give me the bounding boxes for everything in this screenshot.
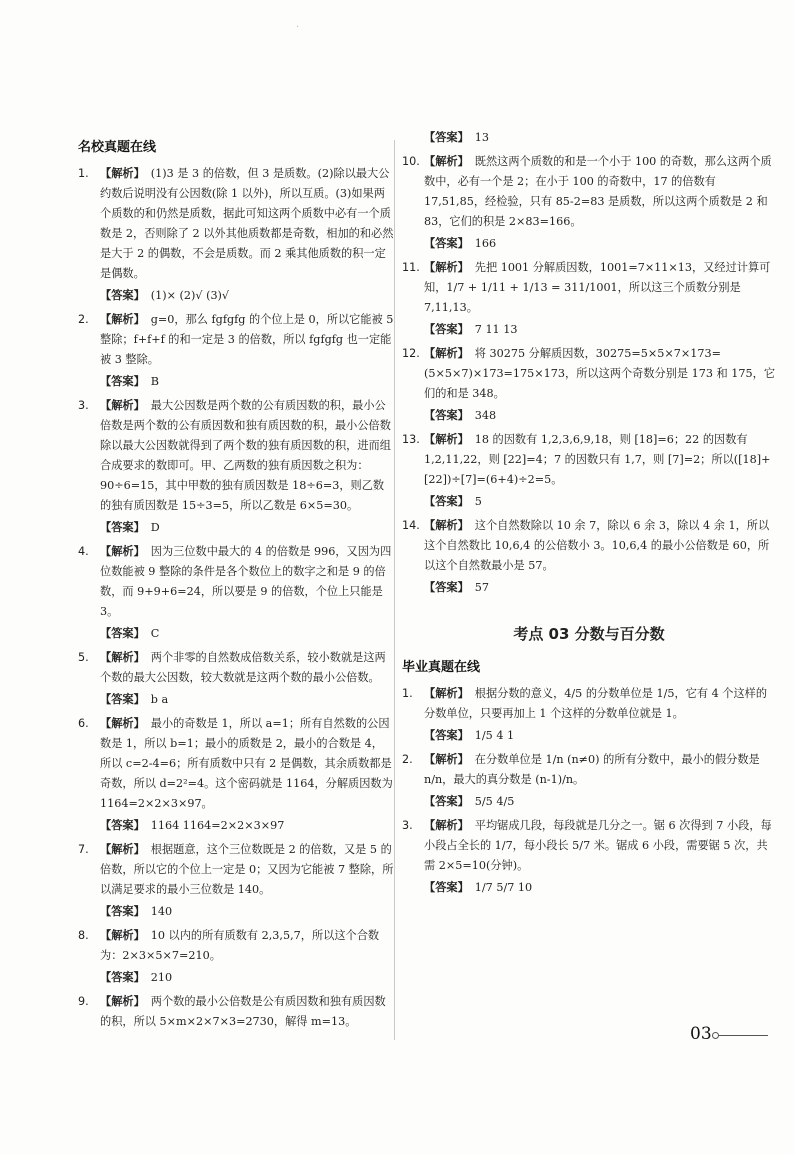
answer-line bbox=[78, 968, 394, 988]
analysis-text: 先把 1001 分解质因数，1001=7×11×13，又经过计算可知，1/7 + 1/11 + 1/13 = 311/1001，所以这三个质数分别是 7,11,13。 bbox=[424, 261, 771, 314]
analysis-tag: 【解析】 bbox=[424, 687, 469, 700]
answer-text: 210 bbox=[150, 971, 173, 984]
answer-line bbox=[78, 816, 394, 836]
answer-text: 348 bbox=[474, 409, 497, 422]
question-item bbox=[78, 310, 394, 370]
question-number: 8. bbox=[78, 929, 89, 942]
question-number: 12. bbox=[402, 347, 420, 360]
question-number: 9. bbox=[78, 995, 89, 1008]
analysis-text: 既然这两个质数的和是一个小于 100 的奇数，那么这两个质数中，必有一个是 2；在小于 100 的奇数中，17 的倍数有 17,51,85，经检验，只有 85-2=83 是质数，所以这两个质数是 2 和 83，它们的积是 2×83=166。 bbox=[424, 155, 772, 228]
answer-tag: 【答案】 bbox=[424, 131, 469, 144]
question-number: 1. bbox=[78, 167, 89, 180]
analysis-tag: 【解析】 bbox=[100, 843, 145, 856]
answer-text: 7 11 13 bbox=[474, 323, 518, 336]
analysis-text: 最大公因数是两个数的公有质因数的积，最小公倍数是两个数的公有质因数和独有质因数的积，最小公倍数除以最大公因数就得到了两个数的独有质因数的积，进而组合成要求的数即可。甲、乙两数的独有质因数之积为：90÷6=15，其中甲数的独有质因数是 18÷6=3，则乙数的独有质因数是 15÷3=5，所以乙数是 6×5=30。 bbox=[100, 399, 391, 512]
answer-text: 140 bbox=[150, 905, 173, 918]
section-title-right: 毕业真题在线 bbox=[402, 660, 481, 675]
analysis-text: 根据分数的意义，4/5 的分数单位是 1/5，它有 4 个这样的分数单位，只要再加上 1 个这样的分数单位就是 1。 bbox=[424, 687, 768, 720]
analysis-text: 两个数的最小公倍数是公有质因数和独有质因数的积，所以 5×m×2×7×3=2730，解得 m=13。 bbox=[100, 995, 386, 1028]
analysis-text: 两个非零的自然数成倍数关系，较小数就是这两个数的最大公因数，较大数就是这两个数的最小公倍数。 bbox=[100, 651, 386, 684]
analysis-tag: 【解析】 bbox=[100, 717, 145, 730]
answer-line bbox=[78, 624, 394, 644]
answer-text: 1164 1164=2×2×3×97 bbox=[150, 819, 285, 832]
answer-tag: 【答案】 bbox=[100, 521, 145, 534]
answer-tag: 【答案】 bbox=[424, 237, 469, 250]
question-item bbox=[78, 648, 394, 688]
answer-line bbox=[78, 902, 394, 922]
question-item bbox=[78, 926, 394, 966]
question-item bbox=[402, 516, 776, 576]
question-item bbox=[402, 684, 776, 724]
analysis-text: (1)3 是 3 的倍数，但 3 是质数。(2)除以最大公约数后说明没有公因数(除 1 以外)，所以互质。(3)如果两个质数的和仍然是质数，据此可知这两个质数中必有一个质数是 2，否则除了 2 以外其他质数都是奇数，相加的和必然是大于 2 的偶数，不会是质数。而 2 乘其他质数的积一定是偶数。 bbox=[100, 167, 394, 280]
analysis-tag: 【解析】 bbox=[424, 261, 469, 274]
section-title-left: 名校真题在线 bbox=[78, 140, 157, 155]
answer-text: B bbox=[150, 375, 159, 388]
analysis-text: 平均锯成几段，每段就是几分之一。锯 6 次得到 7 小段，每小段占全长的 1/7，每小段长 5/7 米。锯成 6 小段，需要锯 5 次，共需 2×5=10(分钟)。 bbox=[424, 819, 772, 872]
analysis-tag: 【解析】 bbox=[100, 929, 145, 942]
analysis-tag: 【解析】 bbox=[424, 819, 469, 832]
answer-tag: 【答案】 bbox=[424, 323, 469, 336]
answer-tag: 【答案】 bbox=[100, 819, 145, 832]
analysis-text: 因为三位数中最大的 4 的倍数是 996，又因为四位数能被 9 整除的条件是各个数位上的数字之和是 9 的倍数，而 9+9+6=24，所以要是 9 的倍数，个位上只能是 3。 bbox=[100, 545, 392, 618]
question-number: 1. bbox=[402, 687, 413, 700]
question-number: 2. bbox=[78, 313, 89, 326]
answer-tag: 【答案】 bbox=[424, 795, 469, 808]
answer-text: b a bbox=[150, 693, 169, 706]
question-number: 13. bbox=[402, 433, 420, 446]
answer-text: 13 bbox=[474, 131, 490, 144]
answer-line bbox=[78, 286, 394, 306]
question-number: 7. bbox=[78, 843, 89, 856]
answer-text: 166 bbox=[474, 237, 497, 250]
analysis-tag: 【解析】 bbox=[100, 995, 145, 1008]
question-item bbox=[78, 840, 394, 900]
answer-text: 1/7 5/7 10 bbox=[474, 881, 533, 894]
question-item bbox=[78, 396, 394, 516]
answer-line bbox=[402, 878, 776, 898]
analysis-text: g=0，那么 fgfgfg 的个位上是 0，所以它能被 5 整除；f+f+f 的和一定是 3 的倍数，所以 fgfgfg 也一定能被 3 整除。 bbox=[100, 313, 394, 366]
answer-line bbox=[78, 372, 394, 392]
answer-tag: 【答案】 bbox=[424, 409, 469, 422]
page-number-rule bbox=[718, 1035, 768, 1036]
answer-line bbox=[402, 234, 776, 254]
answer-tag: 【答案】 bbox=[424, 581, 469, 594]
answer-line bbox=[402, 492, 776, 512]
analysis-tag: 【解析】 bbox=[424, 347, 469, 360]
question-item bbox=[402, 152, 776, 232]
question-number: 3. bbox=[402, 819, 413, 832]
answer-text: (1)× (2)√ (3)√ bbox=[150, 289, 230, 302]
answer-text: 5 bbox=[474, 495, 482, 508]
answer-line bbox=[402, 726, 776, 746]
answer-tag: 【答案】 bbox=[100, 289, 145, 302]
answer-line bbox=[402, 128, 776, 148]
answer-line bbox=[402, 578, 776, 598]
question-number: 2. bbox=[402, 753, 413, 766]
question-item bbox=[402, 258, 776, 318]
question-item bbox=[78, 992, 394, 1032]
analysis-tag: 【解析】 bbox=[424, 155, 469, 168]
right-items bbox=[402, 152, 776, 598]
right-column bbox=[402, 128, 776, 902]
column-divider bbox=[394, 140, 395, 1040]
answer-tag: 【答案】 bbox=[100, 971, 145, 984]
question-number: 3. bbox=[78, 399, 89, 412]
analysis-tag: 【解析】 bbox=[424, 519, 469, 532]
answer-text: C bbox=[150, 627, 160, 640]
answer-text: D bbox=[150, 521, 160, 534]
question-number: 14. bbox=[402, 519, 420, 532]
page-number: 03 bbox=[690, 1024, 712, 1044]
question-number: 4. bbox=[78, 545, 89, 558]
question-number: 11. bbox=[402, 261, 420, 274]
analysis-tag: 【解析】 bbox=[424, 753, 469, 766]
scan-mark: · bbox=[296, 22, 300, 33]
answer-line bbox=[402, 320, 776, 340]
analysis-text: 10 以内的所有质数有 2,3,5,7，所以这个合数为：2×3×5×7=210。 bbox=[100, 929, 380, 962]
answer-tag: 【答案】 bbox=[424, 729, 469, 742]
analysis-text: 18 的因数有 1,2,3,6,9,18，则 [18]=6；22 的因数有 1,2,11,22，则 [22]=4；7 的因数只有 1,7，则 [7]=2；所以([18]+[22])÷[7]=(6+4)÷2=5。 bbox=[424, 433, 771, 486]
analysis-tag: 【解析】 bbox=[100, 399, 145, 412]
question-number: 6. bbox=[78, 717, 89, 730]
analysis-tag: 【解析】 bbox=[100, 167, 145, 180]
analysis-tag: 【解析】 bbox=[100, 651, 145, 664]
question-item bbox=[402, 430, 776, 490]
question-item bbox=[78, 714, 394, 814]
analysis-tag: 【解析】 bbox=[100, 313, 145, 326]
left-items bbox=[78, 164, 394, 1032]
answer-line bbox=[402, 792, 776, 812]
analysis-text: 根据题意，这个三位数既是 2 的倍数，又是 5 的倍数，所以它的个位上一定是 0；又因为它能被 7 整除，所以满足要求的最小三位数是 140。 bbox=[100, 843, 394, 896]
question-item bbox=[78, 542, 394, 622]
answer-text: 1/5 4 1 bbox=[474, 729, 515, 742]
answer-tag: 【答案】 bbox=[100, 627, 145, 640]
question-item bbox=[402, 344, 776, 404]
question-item bbox=[402, 750, 776, 790]
analysis-tag: 【解析】 bbox=[100, 545, 145, 558]
answer-line bbox=[78, 690, 394, 710]
answer-tag: 【答案】 bbox=[100, 905, 145, 918]
kaodian-title: 考点 03 分数与百分数 bbox=[513, 625, 665, 643]
question-item bbox=[78, 164, 394, 284]
answer-tag: 【答案】 bbox=[424, 881, 469, 894]
answer-line bbox=[78, 518, 394, 538]
answer-line bbox=[402, 406, 776, 426]
answer-text: 5/5 4/5 bbox=[474, 795, 515, 808]
left-column bbox=[78, 128, 394, 1034]
question-number: 5. bbox=[78, 651, 89, 664]
analysis-text: 最小的奇数是 1，所以 a=1；所有自然数的公因数是 1，所以 b=1；最小的质数是 2，最小的合数是 4，所以 c=2-4=6；所有质数中只有 2 是偶数，其余质数都是奇数，所以 d=2²=4。这个密码就是 1164，分解质因数为 1164=2×2×3×97。 bbox=[100, 717, 393, 810]
right-items-2 bbox=[402, 684, 776, 898]
analysis-text: 将 30275 分解质因数，30275=5×5×7×173=(5×5×7)×173=175×173，所以这两个奇数分别是 173 和 175，它们的和是 348。 bbox=[424, 347, 776, 400]
answer-text: 57 bbox=[474, 581, 490, 594]
question-item bbox=[402, 816, 776, 876]
answer-tag: 【答案】 bbox=[424, 495, 469, 508]
analysis-tag: 【解析】 bbox=[424, 433, 469, 446]
answer-tag: 【答案】 bbox=[100, 375, 145, 388]
analysis-text: 这个自然数除以 10 余 7，除以 6 余 3，除以 4 余 1，所以这个自然数比 10,6,4 的公倍数小 3。10,6,4 的最小公倍数是 60，所以这个自然数最小是 57。 bbox=[424, 519, 770, 572]
answer-tag: 【答案】 bbox=[100, 693, 145, 706]
analysis-text: 在分数单位是 1/n (n≠0) 的所有分数中，最小的假分数是 n/n，最大的真分数是 (n-1)/n。 bbox=[424, 753, 760, 786]
question-number: 10. bbox=[402, 155, 420, 168]
